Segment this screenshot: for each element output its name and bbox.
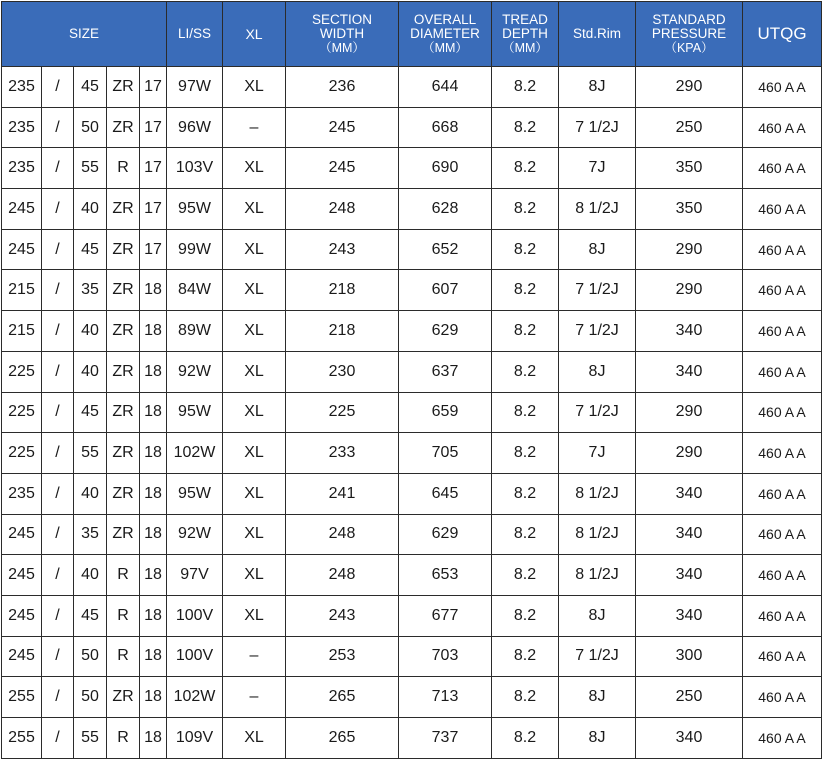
cell-std-rim: 8J: [559, 351, 636, 392]
cell-size-separator: /: [42, 555, 74, 596]
cell-size-width: 245: [2, 189, 42, 230]
cell-standard-pressure: 340: [636, 473, 743, 514]
cell-overall-diameter: 629: [399, 311, 492, 352]
cell-size-rim-diameter: 18: [140, 677, 167, 718]
cell-overall-diameter: 677: [399, 595, 492, 636]
cell-xl: XL: [223, 270, 286, 311]
cell-tread-depth: 8.2: [492, 677, 559, 718]
cell-tread-depth: 8.2: [492, 189, 559, 230]
header-li-ss: LI/SS: [167, 2, 223, 67]
cell-utqg: 460 A A: [743, 473, 822, 514]
cell-overall-diameter: 629: [399, 514, 492, 555]
cell-tread-depth: 8.2: [492, 67, 559, 108]
cell-tread-depth: 8.2: [492, 473, 559, 514]
cell-size-rim-diameter: 18: [140, 555, 167, 596]
cell-size-rim-diameter: 18: [140, 433, 167, 474]
cell-size-separator: /: [42, 677, 74, 718]
cell-tread-depth: 8.2: [492, 636, 559, 677]
cell-load-speed-index: 95W: [167, 189, 223, 230]
cell-tread-depth: 8.2: [492, 107, 559, 148]
cell-section-width: 243: [286, 595, 399, 636]
cell-size-aspect-ratio: 55: [74, 148, 107, 189]
cell-size-separator: /: [42, 270, 74, 311]
cell-std-rim: 8 1/2J: [559, 473, 636, 514]
cell-utqg: 460 A A: [743, 718, 822, 759]
cell-section-width: 245: [286, 148, 399, 189]
cell-size-construction: ZR: [107, 107, 140, 148]
table-row: [2, 636, 822, 677]
cell-size-aspect-ratio: 45: [74, 392, 107, 433]
cell-standard-pressure: 340: [636, 718, 743, 759]
cell-section-width: 265: [286, 718, 399, 759]
cell-size-rim-diameter: 18: [140, 351, 167, 392]
cell-load-speed-index: 95W: [167, 473, 223, 514]
cell-size-aspect-ratio: 40: [74, 473, 107, 514]
table-row: [2, 677, 822, 718]
cell-section-width: 218: [286, 311, 399, 352]
cell-size-aspect-ratio: 40: [74, 311, 107, 352]
cell-utqg: 460 A A: [743, 107, 822, 148]
cell-size-rim-diameter: 17: [140, 148, 167, 189]
cell-size-aspect-ratio: 35: [74, 514, 107, 555]
cell-utqg: 460 A A: [743, 555, 822, 596]
cell-size-construction: R: [107, 148, 140, 189]
cell-load-speed-index: 97V: [167, 555, 223, 596]
cell-size-width: 235: [2, 67, 42, 108]
table-row: [2, 189, 822, 230]
cell-size-construction: ZR: [107, 229, 140, 270]
cell-utqg: 460 A A: [743, 392, 822, 433]
cell-size-rim-diameter: 18: [140, 311, 167, 352]
cell-utqg: 460 A A: [743, 229, 822, 270]
table-row: [2, 514, 822, 555]
cell-xl: XL: [223, 555, 286, 596]
cell-size-rim-diameter: 18: [140, 270, 167, 311]
cell-load-speed-index: 89W: [167, 311, 223, 352]
cell-size-rim-diameter: 18: [140, 718, 167, 759]
header-section-width: [286, 2, 399, 67]
cell-overall-diameter: 659: [399, 392, 492, 433]
cell-size-aspect-ratio: 40: [74, 351, 107, 392]
cell-overall-diameter: 644: [399, 67, 492, 108]
cell-size-rim-diameter: 18: [140, 392, 167, 433]
cell-section-width: 245: [286, 107, 399, 148]
table-row: [2, 433, 822, 474]
cell-size-aspect-ratio: 45: [74, 67, 107, 108]
table-row: [2, 270, 822, 311]
cell-size-aspect-ratio: 50: [74, 107, 107, 148]
cell-size-construction: ZR: [107, 270, 140, 311]
cell-std-rim: 7 1/2J: [559, 636, 636, 677]
table-row: [2, 229, 822, 270]
table-row: [2, 392, 822, 433]
header-standard-pressure-line2: PRESSURE: [651, 26, 727, 41]
cell-tread-depth: 8.2: [492, 433, 559, 474]
cell-std-rim: 8J: [559, 677, 636, 718]
cell-std-rim: 8J: [559, 229, 636, 270]
cell-size-aspect-ratio: 45: [74, 229, 107, 270]
cell-size-construction: R: [107, 718, 140, 759]
cell-overall-diameter: 637: [399, 351, 492, 392]
cell-section-width: 230: [286, 351, 399, 392]
cell-std-rim: 8 1/2J: [559, 555, 636, 596]
cell-size-rim-diameter: 18: [140, 636, 167, 677]
cell-size-separator: /: [42, 229, 74, 270]
cell-section-width: 236: [286, 67, 399, 108]
table-row: [2, 351, 822, 392]
cell-xl: XL: [223, 433, 286, 474]
cell-size-width: 235: [2, 107, 42, 148]
cell-standard-pressure: 340: [636, 555, 743, 596]
cell-xl: XL: [223, 229, 286, 270]
cell-size-construction: ZR: [107, 67, 140, 108]
cell-size-width: 225: [2, 433, 42, 474]
header-standard-pressure-line1: STANDARD: [652, 12, 726, 27]
cell-size-construction: ZR: [107, 514, 140, 555]
cell-size-construction: R: [107, 595, 140, 636]
table-row: [2, 595, 822, 636]
cell-utqg: 460 A A: [743, 67, 822, 108]
table-row: [2, 148, 822, 189]
cell-utqg: 460 A A: [743, 595, 822, 636]
cell-load-speed-index: 102W: [167, 677, 223, 718]
cell-standard-pressure: 290: [636, 67, 743, 108]
cell-standard-pressure: 340: [636, 595, 743, 636]
header-row: [2, 2, 822, 67]
cell-utqg: 460 A A: [743, 189, 822, 230]
cell-size-construction: ZR: [107, 189, 140, 230]
cell-section-width: 248: [286, 189, 399, 230]
cell-standard-pressure: 250: [636, 107, 743, 148]
header-tread-depth-line2: DEPTH: [502, 26, 548, 41]
cell-xl: –: [223, 636, 286, 677]
cell-load-speed-index: 109V: [167, 718, 223, 759]
cell-std-rim: 8 1/2J: [559, 189, 636, 230]
header-utqg: UTQG: [743, 2, 822, 67]
cell-standard-pressure: 350: [636, 148, 743, 189]
cell-size-width: 245: [2, 636, 42, 677]
cell-size-aspect-ratio: 40: [74, 555, 107, 596]
cell-section-width: 233: [286, 433, 399, 474]
cell-size-rim-diameter: 17: [140, 107, 167, 148]
cell-size-width: 255: [2, 677, 42, 718]
cell-size-separator: /: [42, 473, 74, 514]
table-body: [2, 67, 822, 759]
table-row: [2, 555, 822, 596]
cell-utqg: 460 A A: [743, 677, 822, 718]
cell-std-rim: 7J: [559, 433, 636, 474]
cell-std-rim: 7 1/2J: [559, 311, 636, 352]
header-tread-depth-line1: TREAD: [502, 12, 548, 27]
cell-std-rim: 8 1/2J: [559, 514, 636, 555]
cell-overall-diameter: 645: [399, 473, 492, 514]
cell-size-rim-diameter: 17: [140, 67, 167, 108]
cell-size-width: 255: [2, 718, 42, 759]
header-size: SIZE: [2, 2, 167, 67]
cell-size-construction: ZR: [107, 311, 140, 352]
cell-size-rim-diameter: 18: [140, 514, 167, 555]
table-row: [2, 311, 822, 352]
cell-size-width: 245: [2, 229, 42, 270]
header-overall-diameter-unit: （MM）: [422, 41, 468, 55]
cell-xl: –: [223, 677, 286, 718]
cell-standard-pressure: 340: [636, 514, 743, 555]
cell-size-aspect-ratio: 55: [74, 718, 107, 759]
cell-size-rim-diameter: 18: [140, 473, 167, 514]
header-standard-pressure: [636, 2, 743, 67]
cell-xl: XL: [223, 189, 286, 230]
table-row: [2, 473, 822, 514]
cell-size-separator: /: [42, 718, 74, 759]
cell-size-width: 225: [2, 392, 42, 433]
header-standard-pressure-unit: （KPA）: [664, 41, 714, 55]
cell-overall-diameter: 705: [399, 433, 492, 474]
cell-size-width: 235: [2, 148, 42, 189]
cell-size-rim-diameter: 17: [140, 229, 167, 270]
cell-standard-pressure: 300: [636, 636, 743, 677]
header-section-width-line2: WIDTH: [319, 26, 365, 41]
cell-size-separator: /: [42, 351, 74, 392]
cell-standard-pressure: 290: [636, 229, 743, 270]
cell-size-aspect-ratio: 45: [74, 595, 107, 636]
cell-standard-pressure: 290: [636, 433, 743, 474]
header-overall-diameter: [399, 2, 492, 67]
cell-size-separator: /: [42, 514, 74, 555]
cell-tread-depth: 8.2: [492, 229, 559, 270]
cell-standard-pressure: 340: [636, 351, 743, 392]
cell-size-separator: /: [42, 636, 74, 677]
cell-utqg: 460 A A: [743, 514, 822, 555]
cell-size-aspect-ratio: 35: [74, 270, 107, 311]
cell-load-speed-index: 84W: [167, 270, 223, 311]
cell-overall-diameter: 607: [399, 270, 492, 311]
cell-load-speed-index: 100V: [167, 595, 223, 636]
cell-size-aspect-ratio: 50: [74, 677, 107, 718]
cell-size-separator: /: [42, 67, 74, 108]
cell-section-width: 225: [286, 392, 399, 433]
cell-load-speed-index: 95W: [167, 392, 223, 433]
cell-size-width: 215: [2, 311, 42, 352]
cell-xl: XL: [223, 311, 286, 352]
cell-section-width: 218: [286, 270, 399, 311]
cell-section-width: 253: [286, 636, 399, 677]
tire-spec-table: [1, 1, 822, 759]
cell-tread-depth: 8.2: [492, 351, 559, 392]
cell-size-aspect-ratio: 40: [74, 189, 107, 230]
cell-overall-diameter: 737: [399, 718, 492, 759]
cell-section-width: 248: [286, 555, 399, 596]
table-row: [2, 107, 822, 148]
cell-overall-diameter: 628: [399, 189, 492, 230]
header-xl: XL: [223, 2, 286, 67]
cell-utqg: 460 A A: [743, 148, 822, 189]
cell-overall-diameter: 652: [399, 229, 492, 270]
header-overall-diameter-line2: DIAMETER: [410, 26, 480, 41]
cell-size-separator: /: [42, 392, 74, 433]
table-row: [2, 67, 822, 108]
cell-standard-pressure: 340: [636, 311, 743, 352]
cell-std-rim: 8J: [559, 718, 636, 759]
cell-standard-pressure: 290: [636, 392, 743, 433]
cell-utqg: 460 A A: [743, 351, 822, 392]
cell-load-speed-index: 92W: [167, 514, 223, 555]
cell-size-rim-diameter: 18: [140, 595, 167, 636]
cell-size-construction: ZR: [107, 392, 140, 433]
cell-overall-diameter: 690: [399, 148, 492, 189]
cell-size-separator: /: [42, 433, 74, 474]
cell-load-speed-index: 102W: [167, 433, 223, 474]
cell-xl: –: [223, 107, 286, 148]
cell-size-width: 235: [2, 473, 42, 514]
cell-size-construction: ZR: [107, 433, 140, 474]
cell-xl: XL: [223, 392, 286, 433]
cell-std-rim: 7 1/2J: [559, 392, 636, 433]
cell-section-width: 241: [286, 473, 399, 514]
cell-size-width: 245: [2, 514, 42, 555]
header-overall-diameter-line1: OVERALL: [413, 12, 477, 27]
cell-size-separator: /: [42, 148, 74, 189]
cell-std-rim: 8J: [559, 67, 636, 108]
cell-tread-depth: 8.2: [492, 514, 559, 555]
cell-size-separator: /: [42, 311, 74, 352]
table-row: [2, 718, 822, 759]
header-tread-depth: [492, 2, 559, 67]
cell-section-width: 243: [286, 229, 399, 270]
cell-utqg: 460 A A: [743, 433, 822, 474]
cell-load-speed-index: 99W: [167, 229, 223, 270]
cell-size-separator: /: [42, 107, 74, 148]
cell-utqg: 460 A A: [743, 311, 822, 352]
cell-std-rim: 7 1/2J: [559, 107, 636, 148]
cell-size-width: 225: [2, 351, 42, 392]
cell-tread-depth: 8.2: [492, 718, 559, 759]
cell-utqg: 460 A A: [743, 636, 822, 677]
cell-size-construction: R: [107, 555, 140, 596]
cell-load-speed-index: 96W: [167, 107, 223, 148]
cell-load-speed-index: 100V: [167, 636, 223, 677]
cell-xl: XL: [223, 595, 286, 636]
cell-xl: XL: [223, 473, 286, 514]
cell-tread-depth: 8.2: [492, 555, 559, 596]
cell-size-separator: /: [42, 595, 74, 636]
cell-overall-diameter: 713: [399, 677, 492, 718]
cell-overall-diameter: 703: [399, 636, 492, 677]
header-section-width-line1: SECTION: [311, 12, 372, 27]
cell-size-rim-diameter: 17: [140, 189, 167, 230]
cell-xl: XL: [223, 67, 286, 108]
cell-xl: XL: [223, 718, 286, 759]
cell-tread-depth: 8.2: [492, 270, 559, 311]
cell-overall-diameter: 653: [399, 555, 492, 596]
cell-std-rim: 7J: [559, 148, 636, 189]
cell-size-width: 245: [2, 595, 42, 636]
cell-size-width: 245: [2, 555, 42, 596]
cell-size-construction: ZR: [107, 473, 140, 514]
cell-standard-pressure: 350: [636, 189, 743, 230]
header-tread-depth-unit: （MM）: [502, 41, 548, 55]
cell-tread-depth: 8.2: [492, 392, 559, 433]
cell-utqg: 460 A A: [743, 270, 822, 311]
cell-size-width: 215: [2, 270, 42, 311]
cell-size-aspect-ratio: 50: [74, 636, 107, 677]
cell-section-width: 248: [286, 514, 399, 555]
cell-standard-pressure: 290: [636, 270, 743, 311]
cell-standard-pressure: 250: [636, 677, 743, 718]
cell-tread-depth: 8.2: [492, 595, 559, 636]
cell-section-width: 265: [286, 677, 399, 718]
cell-size-construction: ZR: [107, 351, 140, 392]
cell-overall-diameter: 668: [399, 107, 492, 148]
cell-tread-depth: 8.2: [492, 148, 559, 189]
cell-tread-depth: 8.2: [492, 311, 559, 352]
cell-load-speed-index: 97W: [167, 67, 223, 108]
cell-load-speed-index: 103V: [167, 148, 223, 189]
cell-size-separator: /: [42, 189, 74, 230]
cell-size-construction: R: [107, 636, 140, 677]
cell-size-construction: ZR: [107, 677, 140, 718]
cell-std-rim: 7 1/2J: [559, 270, 636, 311]
cell-xl: XL: [223, 351, 286, 392]
cell-std-rim: 8J: [559, 595, 636, 636]
header-section-width-unit: （MM）: [319, 41, 365, 55]
cell-xl: XL: [223, 514, 286, 555]
cell-xl: XL: [223, 148, 286, 189]
cell-load-speed-index: 92W: [167, 351, 223, 392]
header-std-rim: Std.Rim: [559, 2, 636, 67]
cell-size-aspect-ratio: 55: [74, 433, 107, 474]
